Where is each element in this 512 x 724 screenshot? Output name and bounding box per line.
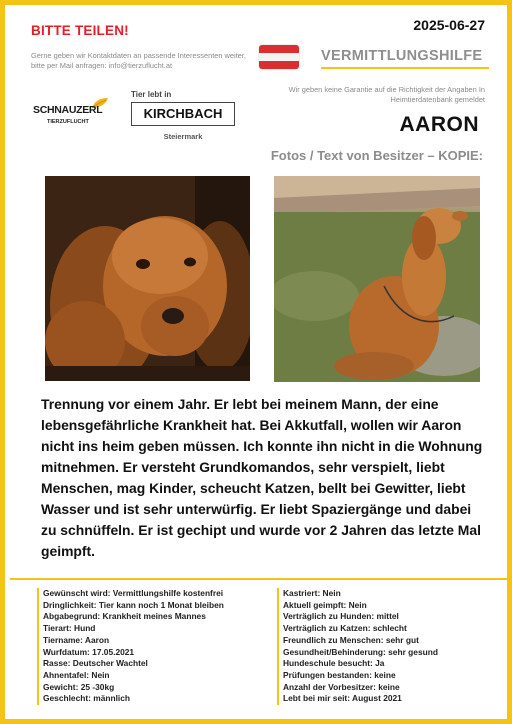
share-title: BITTE TEILEN! bbox=[31, 23, 129, 38]
fact-item: Gewünscht wird: Vermittlungshilfe kostenfrei bbox=[43, 588, 224, 598]
animal-name: AARON bbox=[399, 113, 479, 136]
fact-item: Lebt bei mir seit: August 2021 bbox=[283, 693, 402, 704]
fact-item: Geschlecht: männlich bbox=[43, 693, 131, 704]
dog-sitting-photo bbox=[274, 176, 480, 382]
logo-subtext: TIERZUFLUCHT bbox=[47, 119, 89, 125]
fact-item: Abgabegrund: Krankheit meines Mannes bbox=[43, 611, 206, 622]
location-label: Tier lebt in bbox=[131, 90, 172, 99]
austria-flag-icon bbox=[259, 45, 299, 69]
logo-text: SCHNAUZERL bbox=[33, 104, 103, 116]
photos-caption: Fotos / Text von Besitzer – KOPIE: bbox=[270, 148, 483, 163]
section-title-underline bbox=[321, 67, 489, 69]
fact-item: Verträglich zu Katzen: schlecht bbox=[283, 623, 407, 634]
schnauzerl-logo bbox=[33, 97, 113, 131]
dog-portrait-photo bbox=[45, 176, 250, 381]
fact-item: Wurfdatum: 17.05.2021 bbox=[43, 646, 135, 657]
fact-item: Anzahl der Vorbesitzer: keine bbox=[283, 681, 400, 692]
fact-item: Ahnentafel: Nein bbox=[43, 669, 110, 680]
facts-divider bbox=[10, 578, 512, 580]
fact-item: Verträglich zu Hunden: mittel bbox=[283, 611, 399, 622]
facts-right bbox=[277, 588, 497, 705]
share-note: Gerne geben wir Kontaktdaten an passende Interessenten weiter, bitte per Mail anfragen: info@tierzuflucht.at bbox=[31, 51, 246, 70]
fact-item: Freundlich zu Menschen: sehr gut bbox=[283, 634, 419, 645]
fact-item: Aktuell geimpft: Nein bbox=[283, 599, 367, 610]
location-place: KIRCHBACH bbox=[131, 102, 235, 126]
location-region: Steiermark bbox=[163, 132, 203, 141]
fact-item: Prüfungen bestanden: keine bbox=[283, 669, 396, 680]
disclaimer: Wir geben keine Garantie auf die Richtigkeit der Angaben In Heimtierdatenbank gemeldet bbox=[288, 85, 485, 104]
fact-item: Gesundheit/Behinderung: sehr gesund bbox=[283, 646, 438, 657]
fact-item: Tiername: Aaron bbox=[43, 634, 110, 645]
story-text: Trennung vor einem Jahr. Er lebt bei meinem Mann, der eine lebensgefährliche Krankheit hat. Bei Akkutfall, wollen wir Aaron nicht ins heim geben müssen. Ich konnte ihn nicht in die Wohnung mitnehmen. Er versteht Grundkomandos, sehr verspielt, liebt Menschen, mag Kinder, scheucht Katzen, bellt bei Gewitter, liebt Wasser und ist sehr unterwürfig. Er liebt Spaziergänge und dabei zu schnüffeln. Er ist gechipt und wurde vor 2 Jahren das letzte Mal geimpft. bbox=[41, 396, 483, 559]
facts-left bbox=[37, 588, 271, 705]
fact-item: Gewicht: 25 -30kg bbox=[43, 681, 115, 692]
section-title: VERMITTLUNGSHILFE bbox=[321, 48, 483, 64]
fact-item: Dringlichkeit: Tier kann noch 1 Monat bleiben bbox=[43, 599, 224, 610]
fact-item: Hundeschule besucht: Ja bbox=[283, 658, 385, 669]
flyer-date: 2025-06-27 bbox=[413, 17, 485, 33]
fact-item: Rasse: Deutscher Wachtel bbox=[43, 658, 148, 669]
fact-item: Kastriert: Nein bbox=[283, 588, 341, 598]
fact-item: Tierart: Hund bbox=[43, 623, 96, 634]
